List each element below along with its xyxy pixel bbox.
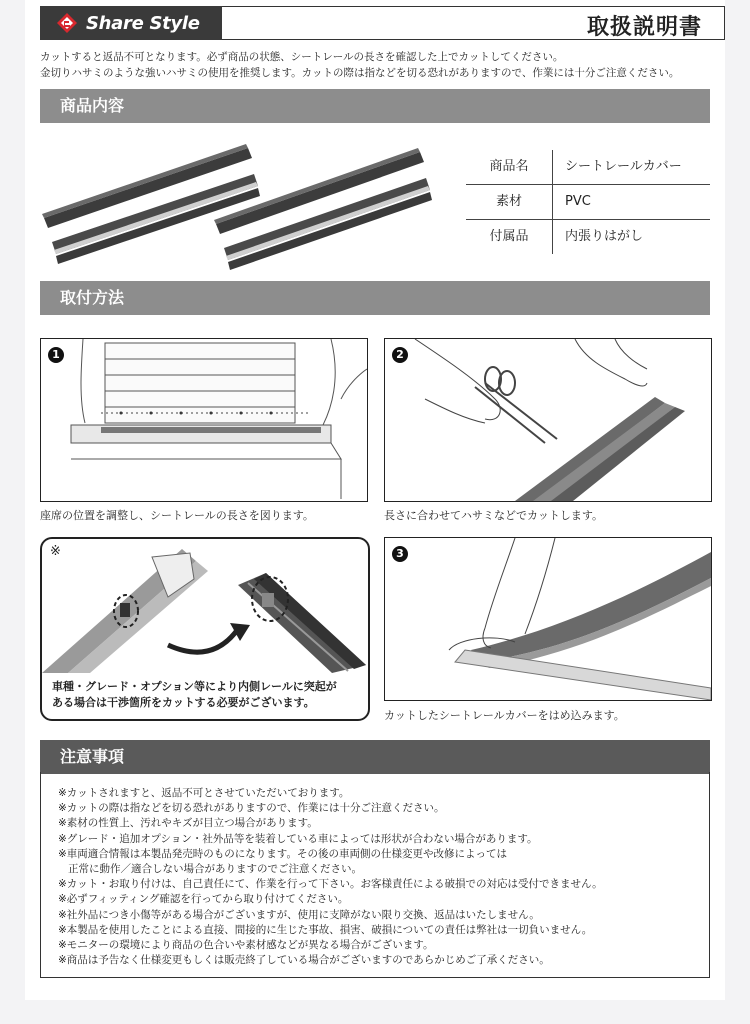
step2-caption: 長さに合わせてハサミなどでカットします。 bbox=[384, 509, 604, 522]
step1-caption: 座席の位置を調整し、シートレールの長さを図ります。 bbox=[40, 509, 314, 522]
product-image bbox=[40, 140, 440, 270]
note-illustration bbox=[40, 537, 370, 721]
step1-number-badge: 1 bbox=[48, 347, 64, 363]
brand-name: Share Style bbox=[86, 12, 200, 34]
caution-item: 正常に動作／適合しない場合がありますのでご注意ください。 bbox=[58, 863, 363, 876]
note-mark: ※ bbox=[50, 544, 61, 559]
caution-item: ※カットの際は指などを切る恐れがありますので、作業には十分ご注意ください。 bbox=[58, 802, 445, 815]
caution-item: ※本製品を使用したことによる直接、間接的に生じた事故、損害、破損についての責任は弊社は一切負いません。 bbox=[58, 923, 593, 936]
step3-caption: カットしたシートレールカバーをはめ込みます。 bbox=[384, 709, 625, 722]
caution-item: ※グレード・追加オプション・社外品等を装着している車によっては形状が合わない場合があります。 bbox=[58, 832, 538, 845]
spec-row bbox=[466, 150, 710, 185]
step3-number-badge: 3 bbox=[392, 546, 408, 562]
brand-mark-icon bbox=[56, 12, 78, 34]
header-frame bbox=[222, 6, 725, 40]
note-caption-line-2: ある場合は干渉箇所をカットする必要がございます。 bbox=[52, 696, 315, 709]
section-header-caution: 注意事項 bbox=[40, 740, 710, 774]
caution-item: ※社外品につき小傷等がある場合がございますが、使用に支障がない限り交換、返品はいたしません。 bbox=[58, 908, 540, 921]
caution-list bbox=[58, 786, 708, 968]
spec-value: PVC bbox=[565, 194, 591, 209]
caution-item: ※モニターの環境により商品の色合いや素材感などが異なる場合がございます。 bbox=[58, 939, 434, 952]
caution-item: ※必ずフィッティング確認を行ってから取り付けてください。 bbox=[58, 893, 349, 906]
caution-item: ※商品は予告なく仕様変更もしくは販売終了している場合がございますのであらかじめご了承ください。 bbox=[58, 954, 550, 967]
product-piece-left bbox=[42, 144, 260, 264]
spec-key: 商品名 bbox=[466, 150, 553, 184]
intro-text bbox=[40, 49, 720, 81]
intro-line-1: カットすると返品不可となります。必ず商品の状態、シートレールの長さを確認した上でカットしてください。 bbox=[40, 51, 564, 63]
spec-row bbox=[466, 220, 710, 254]
intro-line-2: 金切りハサミのような強いハサミの使用を推奨します。カットの際は指などを切る恐れがありますので、作業には十分ご注意ください。 bbox=[40, 67, 680, 79]
spec-value: シートレールカバー bbox=[565, 159, 682, 174]
step3-illustration bbox=[384, 537, 712, 701]
caution-item: ※車両適合情報は本製品発売時のものになります。その後の車両側の仕様変更や改修によっては bbox=[58, 847, 507, 860]
document-title: 取扱説明書 bbox=[586, 15, 702, 40]
brand-logo bbox=[40, 6, 222, 40]
section-header-contents: 商品内容 bbox=[40, 89, 710, 123]
caution-item: ※素材の性質上、汚れやキズが目立つ場合があります。 bbox=[58, 817, 318, 830]
spec-key: 素材 bbox=[466, 185, 553, 219]
product-piece-right bbox=[214, 148, 432, 270]
caution-item: ※カットされますと、返品不可とさせていただいております。 bbox=[58, 787, 350, 799]
note-caption-line-1: 車種・グレード・オプション等により内側レールに突起が bbox=[52, 680, 337, 693]
spec-table bbox=[466, 150, 710, 254]
spec-value: 内張りはがし bbox=[565, 229, 644, 244]
step1-illustration bbox=[40, 338, 368, 502]
caution-item: ※カット・お取り付けは、自己責任にて、作業を行って下さい。お客様責任による破損での対応は受付できません。 bbox=[58, 878, 603, 891]
section-header-install: 取付方法 bbox=[40, 281, 710, 315]
note-caption bbox=[52, 679, 337, 711]
spec-row bbox=[466, 185, 710, 220]
step2-number-badge: 2 bbox=[392, 347, 408, 363]
spec-key: 付属品 bbox=[466, 220, 553, 254]
step2-illustration bbox=[384, 338, 712, 502]
